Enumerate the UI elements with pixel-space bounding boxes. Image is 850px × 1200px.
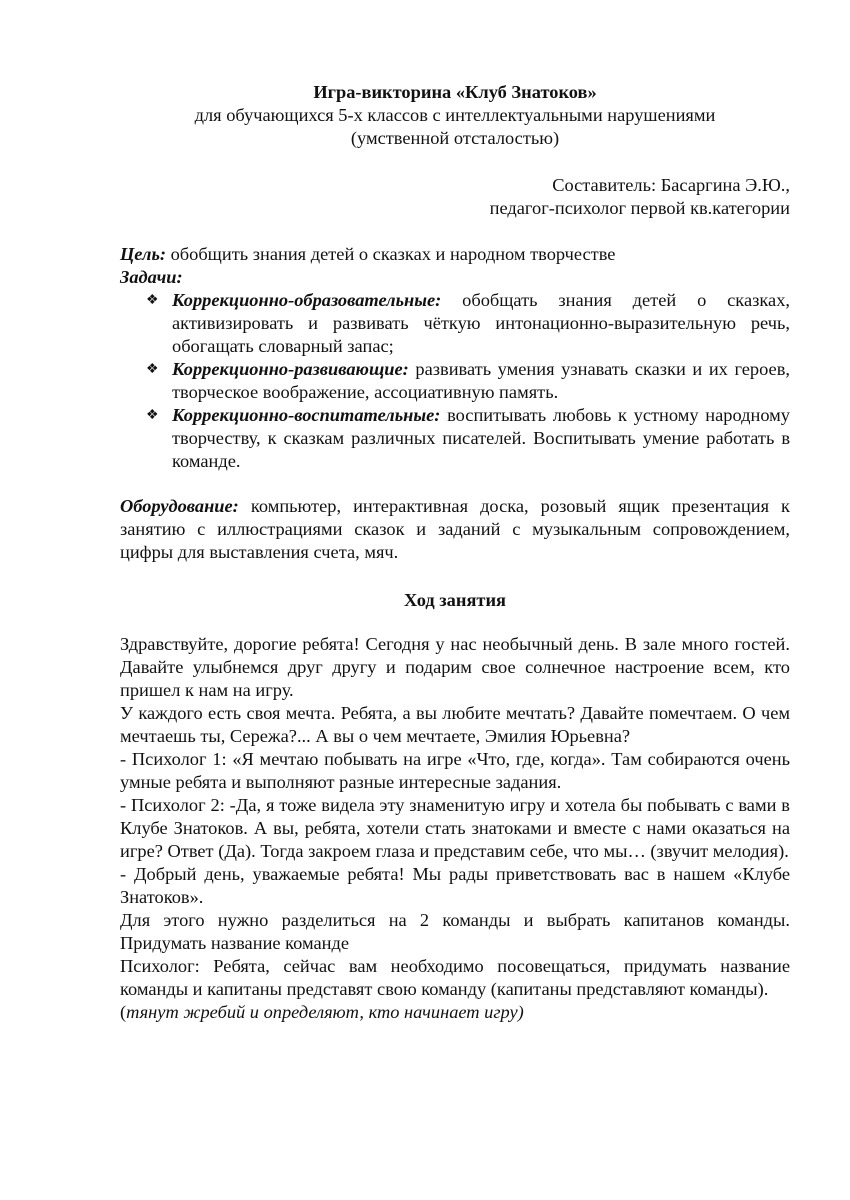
- tasks-label: Задачи:: [120, 267, 183, 287]
- document-title: Игра-викторина «Клуб Знатоков»: [313, 82, 597, 102]
- diamond-bullet-icon: ❖: [146, 362, 159, 377]
- list-item: [120, 289, 790, 358]
- task-text: воспитывать любовь к устному народному творчеству, к сказкам различных писателей. Воспитывать умение работать в команде.: [172, 405, 790, 471]
- task-label: Коррекционно-образовательные:: [172, 290, 442, 310]
- paragraph: - Добрый день, уважаемые ребята! Мы рады приветствовать вас в нашем «Клубе Знатоков».: [120, 864, 790, 907]
- document-subtitle-line-1: для обучающихся 5-х классов с интеллектуальными нарушениями: [194, 105, 716, 125]
- document-header: [120, 81, 790, 150]
- paragraph: Для этого нужно разделиться на 2 команды и выбрать капитанов команды. Придумать название команде: [120, 910, 790, 953]
- goals-section: [120, 243, 790, 473]
- list-item: [120, 358, 790, 404]
- section-heading: Ход занятия: [404, 590, 506, 610]
- task-text: обобщать знания детей о сказках, активизировать и развивать чёткую интонационно-выразительную речь, обогащать словарный запас;: [172, 290, 790, 356]
- author-block: [120, 174, 790, 220]
- author-name: Составитель: Басаргина Э.Ю.,: [552, 175, 790, 195]
- document-subtitle-line-2: (умственной отсталостью): [350, 128, 560, 148]
- tasks-list: [120, 289, 790, 473]
- task-label: Коррекционно-воспитательные:: [172, 405, 441, 425]
- paragraph: У каждого есть своя мечта. Ребята, а вы любите мечтать? Давайте помечтаем. О чем мечтаешь ты, Сережа?... А вы о чем мечтаете, Эмилия Юрьевна?: [120, 703, 790, 746]
- goal-label: Цель:: [120, 244, 166, 264]
- paragraph: - Психолог 2: -Да, я тоже видела эту знаменитую игру и хотела бы побывать с вами в Клубе Знатоков. А вы, ребята, хотели стать знатоками и вместе с нами оказаться на игре? Ответ (Да). Тогда закроем глаза и представим себе, что мы… (звучит мелодия).: [120, 795, 790, 861]
- diamond-bullet-icon: ❖: [146, 408, 159, 423]
- stage-direction-text: тянут жребий и определяют, кто начинает игру): [126, 1002, 524, 1022]
- stage-direction-paren: (: [120, 1002, 127, 1022]
- equipment-label: Оборудование:: [120, 496, 239, 516]
- task-text: развивать умения узнавать сказки и их героев, творческое воображение, ассоциативную память.: [172, 359, 790, 402]
- list-item: [120, 404, 790, 473]
- paragraph: - Психолог 1: «Я мечтаю побывать на игре «Что, где, когда». Там собираются очень умные ребята и выполняют разные интересные задания.: [120, 749, 790, 792]
- author-position: педагог-психолог первой кв.категории: [489, 198, 790, 218]
- diamond-bullet-icon: ❖: [146, 293, 159, 308]
- paragraph: Здравствуйте, дорогие ребята! Сегодня у нас необычный день. В зале много гостей. Давайте улыбнемся друг другу и подарим свое солнечное настроение всем, кто пришел к нам на игру.: [120, 634, 790, 700]
- stage-direction: [120, 1001, 790, 1024]
- lesson-body: [120, 633, 790, 1024]
- goal-line: [120, 243, 790, 266]
- goal-text: обобщить знания детей о сказках и народном творчестве: [165, 244, 616, 264]
- equipment-paragraph: [120, 495, 790, 564]
- equipment-text: компьютер, интерактивная доска, розовый ящик презентация к занятию с иллюстрациями сказок и заданий с музыкальным сопровождением, цифры для выставления счета, мяч.: [120, 496, 790, 562]
- paragraph: Психолог: Ребята, сейчас вам необходимо посовещаться, придумать название команды и капитаны представят свою команду (капитаны представляют команды).: [120, 956, 790, 999]
- task-label: Коррекционно-развивающие:: [172, 359, 409, 379]
